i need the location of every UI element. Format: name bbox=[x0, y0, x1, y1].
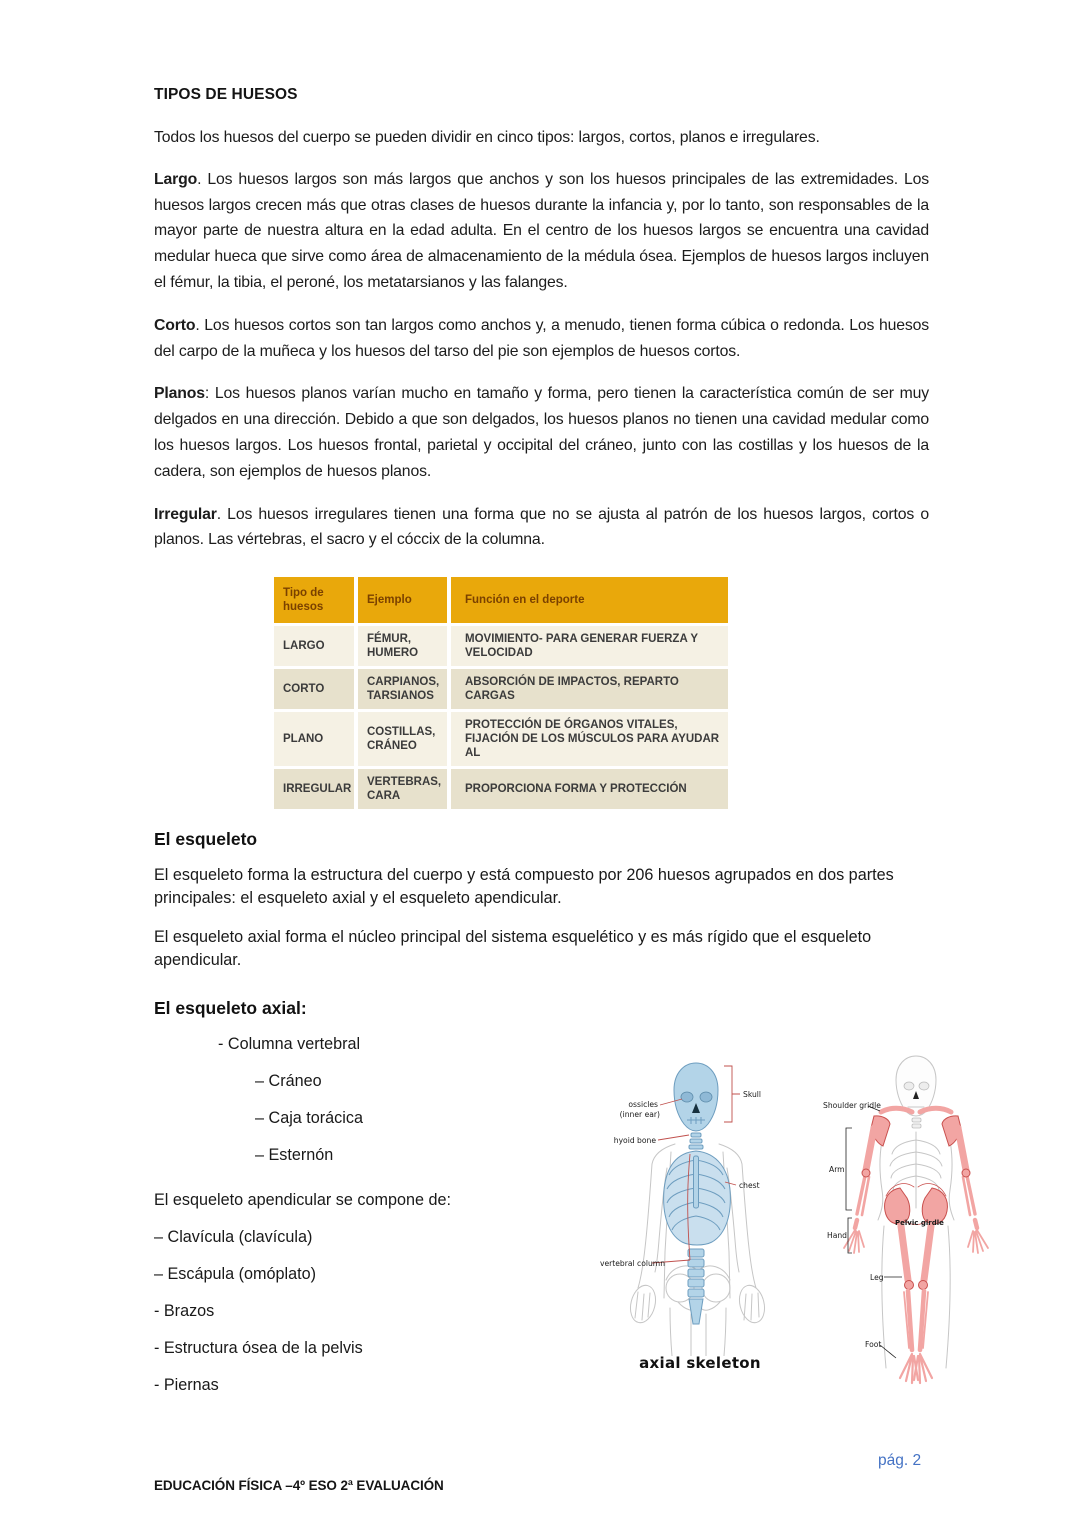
humerus bbox=[958, 1128, 966, 1170]
axial-skeleton-figure bbox=[600, 1056, 800, 1356]
intro-paragraph: Todos los huesos del cuerpo se pueden dividir en cinco tipos: largos, cortos, planos e irregulares. bbox=[154, 129, 820, 146]
paragraph-corto-text: . Los huesos cortos son tan largos como anchos y, a menudo, tienen forma cúbica o redonda. Los huesos del carpo de la muñeca y los huesos del tarso del pie son ejemplos de huesos cortos. bbox=[154, 316, 929, 360]
paragraph-corto-lead: Corto bbox=[154, 316, 196, 334]
paragraph-largo-text: . Los huesos largos son más largos que anchos y son los huesos principales de las extremidades. Los huesos largos crecen más que otras clases de huesos durante la infancia y, por lo tanto, son responsables de la mayor parte de nuestra altura en la edad adulta. En el centro de los huesos largos se encuentra una cavidad medular hueca que sirve como área de almacenamiento de la médula ósea. Ejemplos de huesos largos incluyen el fémur, la tibia, el peroné, los metatarsianos y las falanges. bbox=[154, 170, 929, 291]
cell-tipo: CORTO bbox=[274, 666, 358, 709]
paragraph-planos-text: : Los huesos planos varían mucho en tamaño y forma, pero tienen la característica común de ser muy delgados en una dirección. Debido a que son delgados, los huesos planos no tienen una cavidad medular como los huesos largos. Los huesos frontal, parietal y occipital del cráneo, junto con las costillas y los huesos de la cadera, son ejemplos de huesos planos. bbox=[154, 385, 929, 480]
label-leg: Leg bbox=[870, 1273, 884, 1282]
cell-ejemplo: CARPIANOS, TARSIANOS bbox=[358, 666, 451, 709]
skeleton-paragraph-2: El esqueleto axial forma el núcleo principal del sistema esquelético y es más rígido que el esqueleto apendicular. bbox=[154, 928, 872, 970]
paragraph-irregular-lead: Irregular bbox=[154, 505, 217, 523]
table-header-ejemplo: Ejemplo bbox=[358, 577, 451, 623]
skeleton-paragraph-1: El esqueleto forma la estructura del cuerpo y está compuesto por 206 huesos agrupados en dos partes principales: el esqueleto axial y el esqueleto apendicular. bbox=[154, 866, 894, 908]
paragraph-irregular bbox=[154, 502, 929, 554]
appendicular-intro: El esqueleto apendicular se compone de: bbox=[154, 1191, 451, 1210]
sternum bbox=[694, 1156, 699, 1208]
label-hyoid-bone: hyoid bone bbox=[613, 1136, 656, 1145]
paragraph-corto bbox=[154, 313, 929, 365]
paragraph-largo-lead: Largo bbox=[154, 170, 198, 188]
axial-skeleton-illustration bbox=[600, 1056, 800, 1356]
axial-bones bbox=[664, 1063, 731, 1324]
list-item: – Esternón bbox=[255, 1146, 334, 1165]
label-shoulder-girdle: Shoulder gridle bbox=[823, 1101, 881, 1110]
page-title: TIPOS DE HUESOS bbox=[154, 86, 298, 103]
list-item: - Columna vertebral bbox=[218, 1035, 361, 1054]
cell-tipo: IRREGULAR bbox=[274, 766, 358, 809]
cell-ejemplo: COSTILLAS, CRÁNEO bbox=[358, 709, 451, 766]
table-row bbox=[274, 623, 732, 666]
appendicular-skeleton-figure bbox=[822, 1048, 1057, 1393]
cell-tipo: LARGO bbox=[274, 623, 358, 666]
label-pelvic-girdle: Pelvic girdle bbox=[895, 1219, 944, 1227]
list-item: – Cráneo bbox=[255, 1072, 322, 1091]
femur bbox=[924, 1226, 931, 1280]
table-row bbox=[274, 766, 732, 809]
clavicle bbox=[920, 1108, 951, 1112]
label-hand: Hand bbox=[827, 1231, 847, 1240]
eye-socket bbox=[681, 1092, 693, 1102]
label-ossicles: ossicles bbox=[628, 1100, 658, 1109]
paragraph-planos-lead: Planos bbox=[154, 385, 205, 403]
list-item: – Escápula (omóplato) bbox=[154, 1265, 316, 1284]
cell-funcion: PROTECCIÓN DE ÓRGANOS VITALES, FIJACIÓN DE LOS MÚSCULOS PARA AYUDAR AL bbox=[451, 709, 732, 766]
cell-ejemplo: FÉMUR, HUMERO bbox=[358, 623, 451, 666]
list-item: - Piernas bbox=[154, 1376, 219, 1395]
femur bbox=[901, 1226, 908, 1280]
appendicular-skeleton-illustration bbox=[822, 1048, 1057, 1393]
table-header-tipo: Tipo de huesos bbox=[274, 577, 358, 623]
cell-tipo: PLANO bbox=[274, 709, 358, 766]
cell-funcion: ABSORCIÓN DE IMPACTOS, REPARTO CARGAS bbox=[451, 666, 732, 709]
label-foot: Foot bbox=[865, 1340, 882, 1349]
skeleton-heading: El esqueleto bbox=[154, 829, 258, 850]
label-skull: Skull bbox=[743, 1090, 762, 1099]
clavicle bbox=[881, 1108, 912, 1112]
label-inner-ear: (inner ear) bbox=[619, 1110, 660, 1119]
label-arm: Arm bbox=[829, 1165, 845, 1174]
list-item: – Clavícula (clavícula) bbox=[154, 1228, 313, 1247]
table-row bbox=[274, 666, 732, 709]
cell-funcion: MOVIMIENTO- PARA GENERAR FUERZA Y VELOCIDAD bbox=[451, 623, 732, 666]
table-header-row bbox=[274, 577, 732, 623]
footer-text: EDUCACIÓN FÍSICA –4º ESO 2ª EVALUACIÓN bbox=[154, 1478, 444, 1493]
bone-types-table bbox=[274, 577, 732, 809]
list-item: - Estructura ósea de la pelvis bbox=[154, 1339, 363, 1358]
paragraph-planos bbox=[154, 381, 929, 484]
page-number: pág. 2 bbox=[878, 1452, 922, 1469]
eye-socket bbox=[700, 1092, 712, 1102]
paragraph-largo bbox=[154, 167, 929, 296]
cell-ejemplo: VERTEBRAS, CARA bbox=[358, 766, 451, 809]
hand-fingers bbox=[844, 1230, 864, 1253]
axial-figure-caption: axial skeleton bbox=[639, 1354, 761, 1372]
axial-skeleton-heading: El esqueleto axial: bbox=[154, 998, 307, 1019]
list-item: – Caja torácica bbox=[255, 1109, 363, 1128]
cell-funcion: PROPORCIONA FORMA Y PROTECCIÓN bbox=[451, 766, 732, 809]
paragraph-irregular-text: . Los huesos irregulares tienen una forma que no se ajusta al patrón de los huesos largos, cortos o planos. Las vértebras, el sacro y el cóccix de la columna. bbox=[154, 505, 929, 549]
list-item: - Brazos bbox=[154, 1302, 215, 1321]
label-chest: chest bbox=[739, 1181, 760, 1190]
table-row bbox=[274, 709, 732, 766]
label-vertebral-column: vertebral column bbox=[600, 1259, 666, 1268]
humerus bbox=[866, 1128, 874, 1170]
table-header-funcion: Función en el deporte bbox=[451, 577, 732, 623]
